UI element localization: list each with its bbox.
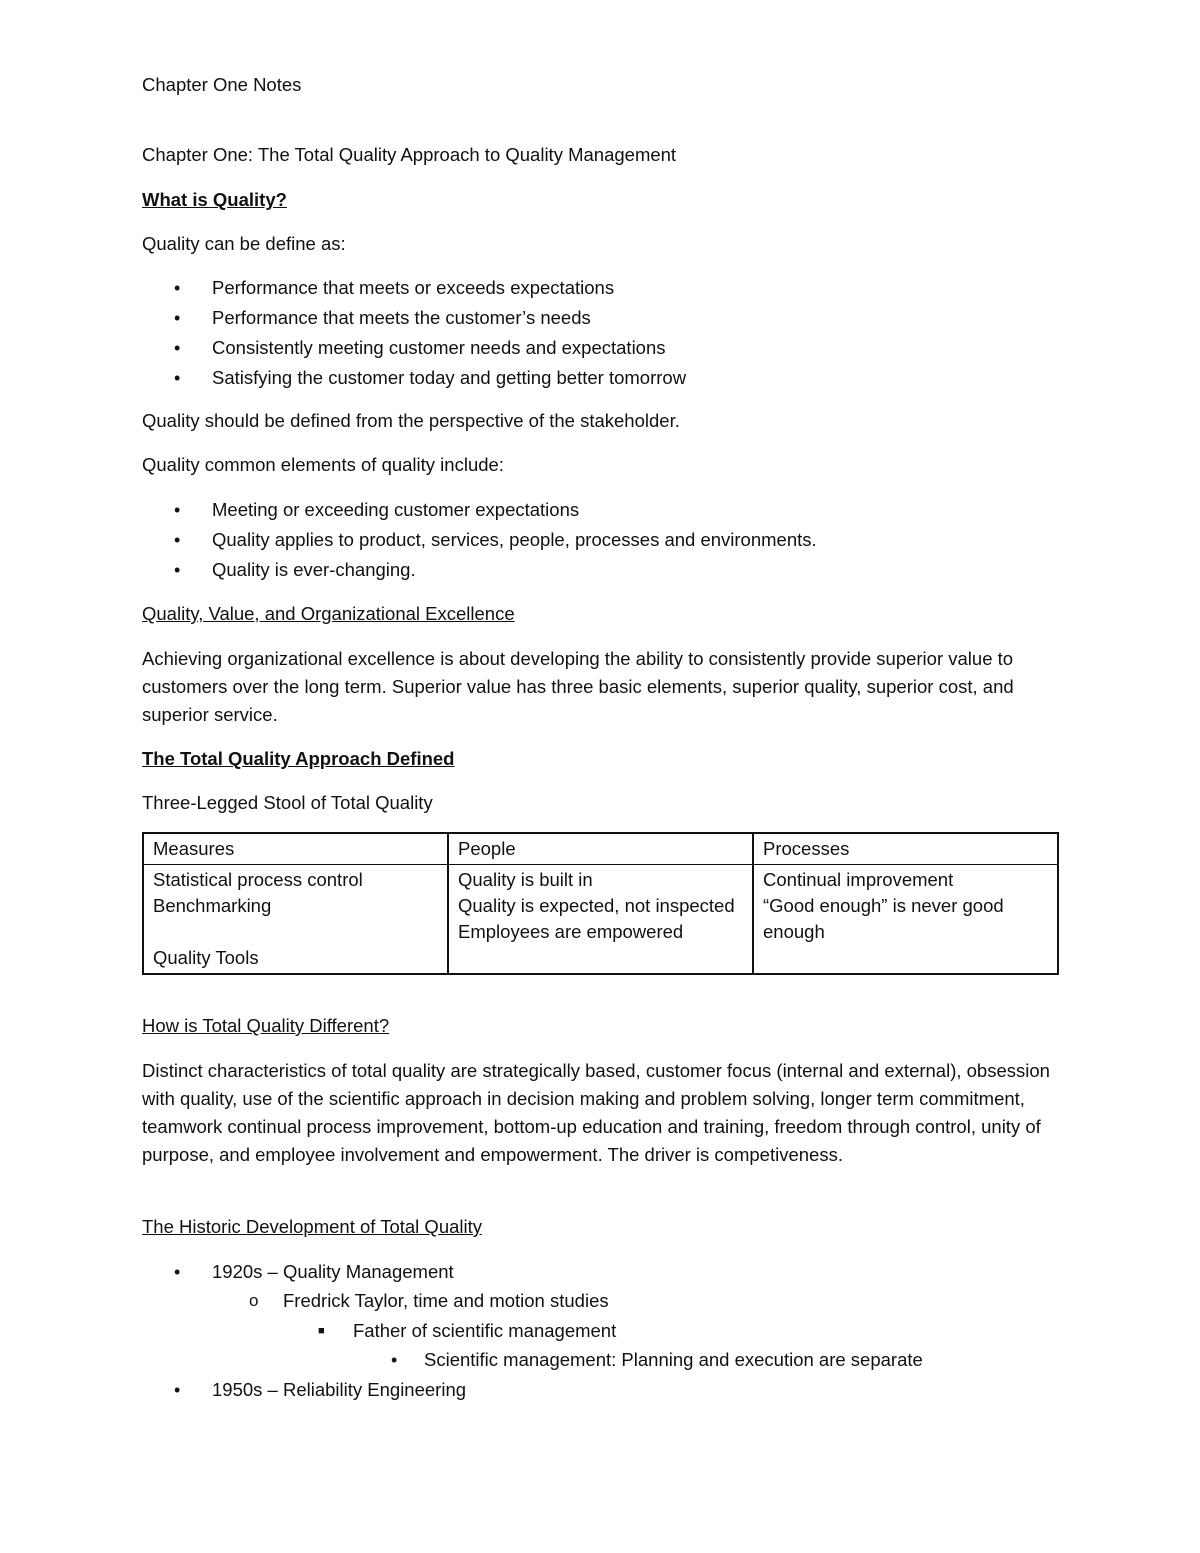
bullet-icon: • (174, 1262, 181, 1282)
table-cell-text: Employees are empowered (458, 921, 684, 942)
list-item: 1920s – Quality Management (212, 1261, 454, 1282)
processes-cell (753, 865, 1058, 975)
excellence-paragraph: Achieving organizational excellence is about developing the ability to consistently provide superior value to customers over the long term. Superior value has three basic elements, superior quality, superior cost, and superior service. (142, 648, 1014, 725)
square-bullet-icon: ■ (318, 1325, 325, 1337)
table-cell-text: “Good enough” is never good enough (763, 895, 1004, 942)
bullet-icon: • (391, 1350, 398, 1370)
three-legged-stool-table (142, 832, 1059, 975)
list-item: Father of scientific management (353, 1320, 617, 1341)
heading-historic-development: The Historic Development of Total Quality (142, 1216, 483, 1237)
list-item: 1950s – Reliability Engineering (212, 1379, 467, 1400)
measures-cell (143, 865, 448, 975)
table-cell-text: Quality is built in (458, 869, 593, 890)
chapter-title: Chapter One: The Total Quality Approach to Quality Management (142, 144, 677, 165)
list-item: Consistently meeting customer needs and expectations (212, 337, 666, 358)
circle-bullet-icon: o (249, 1291, 259, 1310)
list-item: Satisfying the customer today and getting better tomorrow (212, 367, 687, 388)
table-cell-text: Continual improvement (763, 869, 954, 890)
list-item: Quality is ever-changing. (212, 559, 416, 580)
list-item: Quality applies to product, services, people, processes and environments. (212, 529, 817, 550)
table-header-measures: Measures (143, 833, 448, 865)
heading-total-quality-defined: The Total Quality Approach Defined (142, 748, 455, 769)
bullet-icon: • (174, 1380, 181, 1400)
bullet-icon: • (174, 338, 181, 358)
table-cell-text: Quality Tools (153, 947, 259, 968)
bullet-icon: • (174, 530, 181, 550)
stool-label: Three-Legged Stool of Total Quality (142, 792, 433, 813)
stakeholder-statement: Quality should be defined from the perspective of the stakeholder. (142, 410, 680, 431)
table-cell-text: Benchmarking (153, 895, 272, 916)
table-header-people: People (448, 833, 753, 865)
bullet-icon: • (174, 278, 181, 298)
list-item: Scientific management: Planning and execution are separate (424, 1349, 923, 1370)
people-cell (448, 865, 753, 975)
list-item: Meeting or exceeding customer expectations (212, 499, 580, 520)
bullet-icon: • (174, 560, 181, 580)
quality-definition-intro: Quality can be define as: (142, 233, 346, 254)
heading-what-is-quality: What is Quality? (142, 189, 287, 210)
distinct-characteristics-paragraph: Distinct characteristics of total quality are strategically based, customer focus (internal and external), obsession with quality, use of the scientific approach in decision making and problem solving, longer term commitment, teamwork continual process improvement, bottom-up education and training, freedom through control, unity of purpose, and employee involvement and empowerment. The driver is competiveness. (142, 1060, 1050, 1165)
table-header-processes: Processes (753, 833, 1058, 865)
heading-how-different: How is Total Quality Different? (142, 1015, 390, 1036)
list-item: Fredrick Taylor, time and motion studies (283, 1290, 609, 1311)
table-cell-text: Quality is expected, not inspected (458, 895, 735, 916)
bullet-icon: • (174, 500, 181, 520)
page-header: Chapter One Notes (142, 74, 302, 95)
heading-value-excellence: Quality, Value, and Organizational Excellence (142, 603, 515, 624)
table-cell-text: Statistical process control (153, 869, 363, 890)
bullet-icon: • (174, 368, 181, 388)
bullet-icon: • (174, 308, 181, 328)
common-elements-intro: Quality common elements of quality include: (142, 454, 504, 475)
list-item: Performance that meets the customer’s needs (212, 307, 591, 328)
list-item: Performance that meets or exceeds expectations (212, 277, 615, 298)
